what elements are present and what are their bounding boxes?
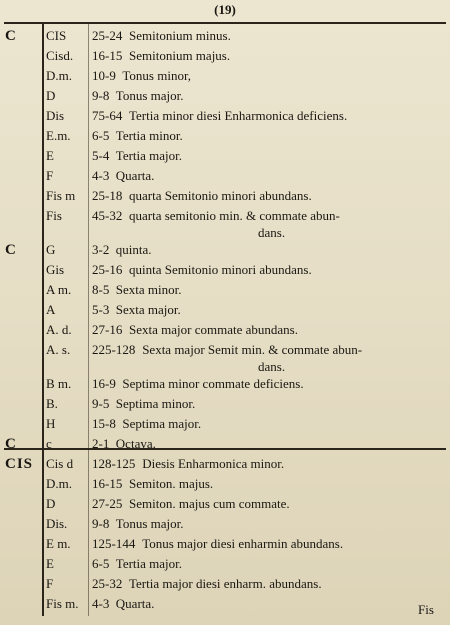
interval-description: Septima minor. — [115, 396, 196, 411]
interval-description: Septima major. — [122, 416, 202, 431]
table-row — [0, 146, 450, 166]
table-row — [0, 46, 450, 66]
interval-ratio: 27-16 — [92, 322, 123, 337]
interval-description: Tonus major. — [115, 516, 184, 531]
note-name: D — [46, 496, 56, 511]
table-row — [0, 126, 450, 146]
interval-ratio: 6-5 — [92, 556, 110, 571]
interval-description: Sexta major. — [115, 302, 181, 317]
table-row — [0, 240, 450, 260]
interval-ratio: 8-5 — [92, 282, 110, 297]
interval-description: Semiton. majus cum commate. — [129, 496, 290, 511]
note-name: Gis — [46, 262, 65, 277]
interval-description: Sexta major Semit min. & commate abun- — [142, 342, 363, 357]
interval-description: Septima minor commate deficiens. — [122, 376, 304, 391]
table-row — [0, 260, 450, 280]
interval-description: Tertia minor. — [115, 128, 183, 143]
table-row — [0, 300, 450, 320]
interval-ratio: 225-128 — [92, 342, 136, 357]
interval-ratio: 4-3 — [92, 168, 110, 183]
table-row — [0, 454, 450, 474]
interval-ratio: 25-24 — [92, 28, 123, 43]
table-row — [0, 414, 450, 434]
table-row — [0, 494, 450, 514]
table-row — [0, 66, 450, 86]
interval-ratio: 4-3 — [92, 596, 110, 611]
section-letter: C — [5, 436, 17, 452]
interval-ratio: 10-9 — [92, 68, 116, 83]
interval-ratio: 16-15 — [92, 476, 123, 491]
description-continuation: dans. — [258, 225, 286, 240]
interval-description: Tertia major diesi enharm. abundans. — [129, 576, 322, 591]
interval-ratio: 3-2 — [92, 242, 110, 257]
note-name: Fis m. — [46, 596, 79, 611]
interval-description: Sexta minor. — [115, 282, 182, 297]
interval-ratio: 128-125 — [92, 456, 136, 471]
interval-ratio: 2-1 — [92, 436, 110, 451]
table-row — [0, 594, 450, 614]
interval-description: Tonus minor, — [122, 68, 192, 83]
table-row — [0, 26, 450, 46]
note-name: G — [46, 242, 56, 257]
interval-description: quarta Semitonio minori abundans. — [129, 188, 312, 203]
note-name: CIS — [46, 28, 67, 43]
note-name: E — [46, 148, 54, 163]
interval-description: Tertia major. — [115, 556, 183, 571]
note-name: F — [46, 576, 54, 591]
note-name: A. d. — [46, 322, 72, 337]
table-row — [0, 280, 450, 300]
interval-description: quinta. — [115, 242, 152, 257]
interval-ratio: 75-64 — [92, 108, 123, 123]
note-name: A — [46, 302, 56, 317]
interval-description: Semitonium majus. — [129, 48, 231, 63]
interval-ratio: 5-4 — [92, 148, 110, 163]
interval-description: quarta semitonio min. & commate abun- — [129, 208, 340, 223]
table-row — [0, 186, 450, 206]
interval-ratio: 125-144 — [92, 536, 136, 551]
interval-description: Octava. — [115, 436, 156, 451]
interval-ratio: 9-8 — [92, 88, 110, 103]
note-name: D.m. — [46, 68, 72, 83]
interval-ratio: 9-8 — [92, 516, 110, 531]
interval-description: Sexta major commate abundans. — [129, 322, 298, 337]
interval-ratio: 25-16 — [92, 262, 123, 277]
interval-description: Tonus major. — [115, 88, 184, 103]
note-name: c — [46, 436, 52, 451]
note-name: D — [46, 88, 56, 103]
section-letter: C — [5, 28, 17, 44]
interval-ratio: 45-32 — [92, 208, 123, 223]
interval-description: Quarta. — [115, 168, 155, 183]
section-letter: CIS — [5, 456, 34, 472]
interval-ratio: 5-3 — [92, 302, 110, 317]
interval-ratio: 16-15 — [92, 48, 123, 63]
table-row — [0, 434, 450, 454]
table-row — [0, 374, 450, 394]
interval-ratio: 9-5 — [92, 396, 110, 411]
note-name: E m. — [46, 536, 71, 551]
table-row — [0, 206, 450, 226]
note-name: Dis. — [46, 516, 68, 531]
note-name: Cisd. — [46, 48, 74, 63]
note-name: Cis d — [46, 456, 74, 471]
table-row — [0, 534, 450, 554]
table-row — [0, 554, 450, 574]
note-name: Fis — [46, 208, 62, 223]
description-continuation: dans. — [258, 359, 286, 374]
table-row — [0, 320, 450, 340]
interval-description: Quarta. — [115, 596, 155, 611]
interval-ratio: 6-5 — [92, 128, 110, 143]
interval-ratio: 25-32 — [92, 576, 123, 591]
table-row — [0, 574, 450, 594]
note-name: B m. — [46, 376, 72, 391]
note-name: E.m. — [46, 128, 71, 143]
interval-description: Semitonium minus. — [129, 28, 231, 43]
interval-ratio: 16-9 — [92, 376, 116, 391]
table-row — [0, 340, 450, 360]
interval-description: Semiton. majus. — [129, 476, 214, 491]
table-row — [0, 474, 450, 494]
table-row — [0, 514, 450, 534]
interval-description: Tertia major. — [115, 148, 183, 163]
table-row — [0, 106, 450, 126]
note-name: B. — [46, 396, 58, 411]
interval-ratio: 15-8 — [92, 416, 116, 431]
section-letter: C — [5, 242, 17, 258]
note-name: F — [46, 168, 54, 183]
table-row — [0, 394, 450, 414]
page-number: (19) — [214, 2, 236, 17]
interval-ratio: 27-25 — [92, 496, 123, 511]
note-name: D.m. — [46, 476, 72, 491]
interval-description: Diesis Enharmonica minor. — [142, 456, 285, 471]
interval-description: Tertia minor diesi Enharmonica deficiens. — [129, 108, 348, 123]
note-name: A m. — [46, 282, 72, 297]
header-rule — [4, 22, 446, 24]
note-name: Dis — [46, 108, 65, 123]
interval-ratio: 25-18 — [92, 188, 123, 203]
table-row — [0, 86, 450, 106]
table-row — [0, 166, 450, 186]
note-name: H — [46, 416, 56, 431]
interval-description: quinta Semitonio minori abundans. — [129, 262, 312, 277]
note-name: E — [46, 556, 54, 571]
note-name: A. s. — [46, 342, 71, 357]
note-name: Fis m — [46, 188, 76, 203]
catchword: Fis — [418, 602, 434, 617]
interval-description: Tonus major diesi enharmin abundans. — [142, 536, 344, 551]
